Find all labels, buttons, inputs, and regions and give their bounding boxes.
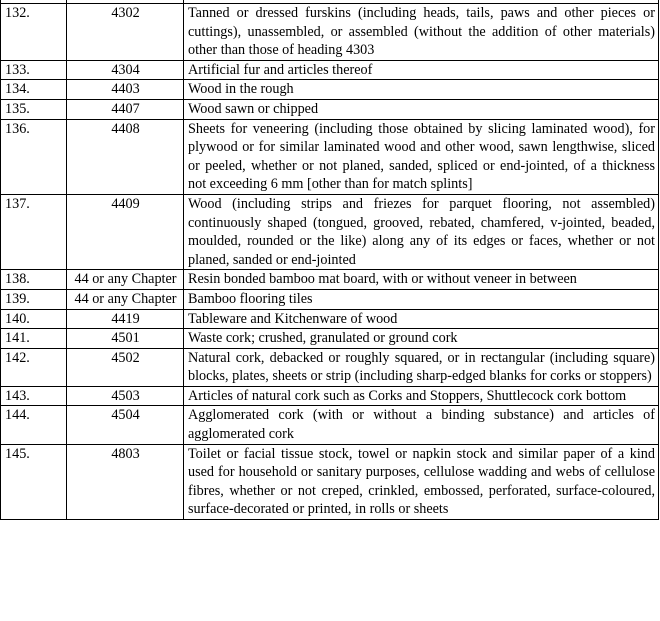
description-cell: Tableware and Kitchenware of wood: [184, 309, 659, 329]
description-cell: Wood in the rough: [184, 80, 659, 100]
description-cell: Agglomerated cork (with or without a binding substance) and articles of agglomerated cork: [184, 406, 659, 444]
description-cell: Natural cork, debacked or roughly squared, or in rectangular (including square) blocks, plates, sheets or strip (including sharp-edged blanks for corks or stoppers): [184, 348, 659, 386]
table-row: [1, 444, 659, 519]
table-row: [1, 4, 659, 61]
table-row: [1, 99, 659, 119]
serial-number-cell: 134.: [1, 80, 67, 100]
description-cell: Artificial fur and articles thereof: [184, 60, 659, 80]
heading-code-cell: 4407: [67, 99, 184, 119]
serial-number-cell: 144.: [1, 406, 67, 444]
table-row: [1, 406, 659, 444]
table-row: [1, 289, 659, 309]
table-row: [1, 60, 659, 80]
heading-code-cell: 4409: [67, 194, 184, 269]
heading-code-cell: 4501: [67, 329, 184, 349]
table-row: [1, 270, 659, 290]
table-row: [1, 194, 659, 269]
table-row: [1, 119, 659, 194]
heading-code-cell: 4304: [67, 60, 184, 80]
description-cell: Wood (including strips and friezes for parquet flooring, not assembled) continuously shaped (tongued, grooved, rebated, chamfered, v-jointed, beaded, moulded, rounded or the like) along any of its edges or faces, whether or not planed, sanded or end-jointed: [184, 194, 659, 269]
table-row: [1, 329, 659, 349]
heading-code-cell: 44 or any Chapter: [67, 270, 184, 290]
serial-number-cell: 135.: [1, 99, 67, 119]
table-row: [1, 309, 659, 329]
heading-code-cell: 4408: [67, 119, 184, 194]
heading-code-cell: 4403: [67, 80, 184, 100]
description-cell: Articles of natural cork such as Corks and Stoppers, Shuttlecock cork bottom: [184, 386, 659, 406]
description-cell: Resin bonded bamboo mat board, with or without veneer in between: [184, 270, 659, 290]
heading-code-cell: 44 or any Chapter: [67, 289, 184, 309]
description-cell: Waste cork; crushed, granulated or ground cork: [184, 329, 659, 349]
serial-number-cell: 139.: [1, 289, 67, 309]
heading-code-cell: 4503: [67, 386, 184, 406]
description-cell: Tanned or dressed furskins (including heads, tails, paws and other pieces or cuttings), unassembled, or assembled (without the addition of other materials) other than those of heading 4303: [184, 4, 659, 61]
description-cell: Wood sawn or chipped: [184, 99, 659, 119]
description-cell: Sheets for veneering (including those obtained by slicing laminated wood), for plywood or for similar laminated wood and other wood, sawn lengthwise, sliced or peeled, whether or not planed, sanded, spliced or end-jointed, of a thickness not exceeding 6 mm [other than for match splints]: [184, 119, 659, 194]
serial-number-cell: 138.: [1, 270, 67, 290]
serial-number-cell: 136.: [1, 119, 67, 194]
description-cell: Bamboo flooring tiles: [184, 289, 659, 309]
description-cell: Toilet or facial tissue stock, towel or napkin stock and similar paper of a kind used for household or sanitary purposes, cellulose wadding and webs of cellulose fibres, whether or not creped, crinkled, embossed, perforated, surface-coloured, surface-decorated or printed, in rolls or sheets: [184, 444, 659, 519]
heading-code-cell: 4419: [67, 309, 184, 329]
serial-number-cell: 137.: [1, 194, 67, 269]
serial-number-cell: 141.: [1, 329, 67, 349]
serial-number-cell: 133.: [1, 60, 67, 80]
table-row: [1, 80, 659, 100]
heading-code-cell: 4302: [67, 4, 184, 61]
serial-number-cell: 145.: [1, 444, 67, 519]
serial-number-cell: 143.: [1, 386, 67, 406]
tariff-table-body: [1, 0, 659, 520]
serial-number-cell: 142.: [1, 348, 67, 386]
heading-code-cell: 4803: [67, 444, 184, 519]
table-row: [1, 386, 659, 406]
table-row: [1, 348, 659, 386]
serial-number-cell: 140.: [1, 309, 67, 329]
heading-code-cell: 4504: [67, 406, 184, 444]
heading-code-cell: 4502: [67, 348, 184, 386]
serial-number-cell: 132.: [1, 4, 67, 61]
